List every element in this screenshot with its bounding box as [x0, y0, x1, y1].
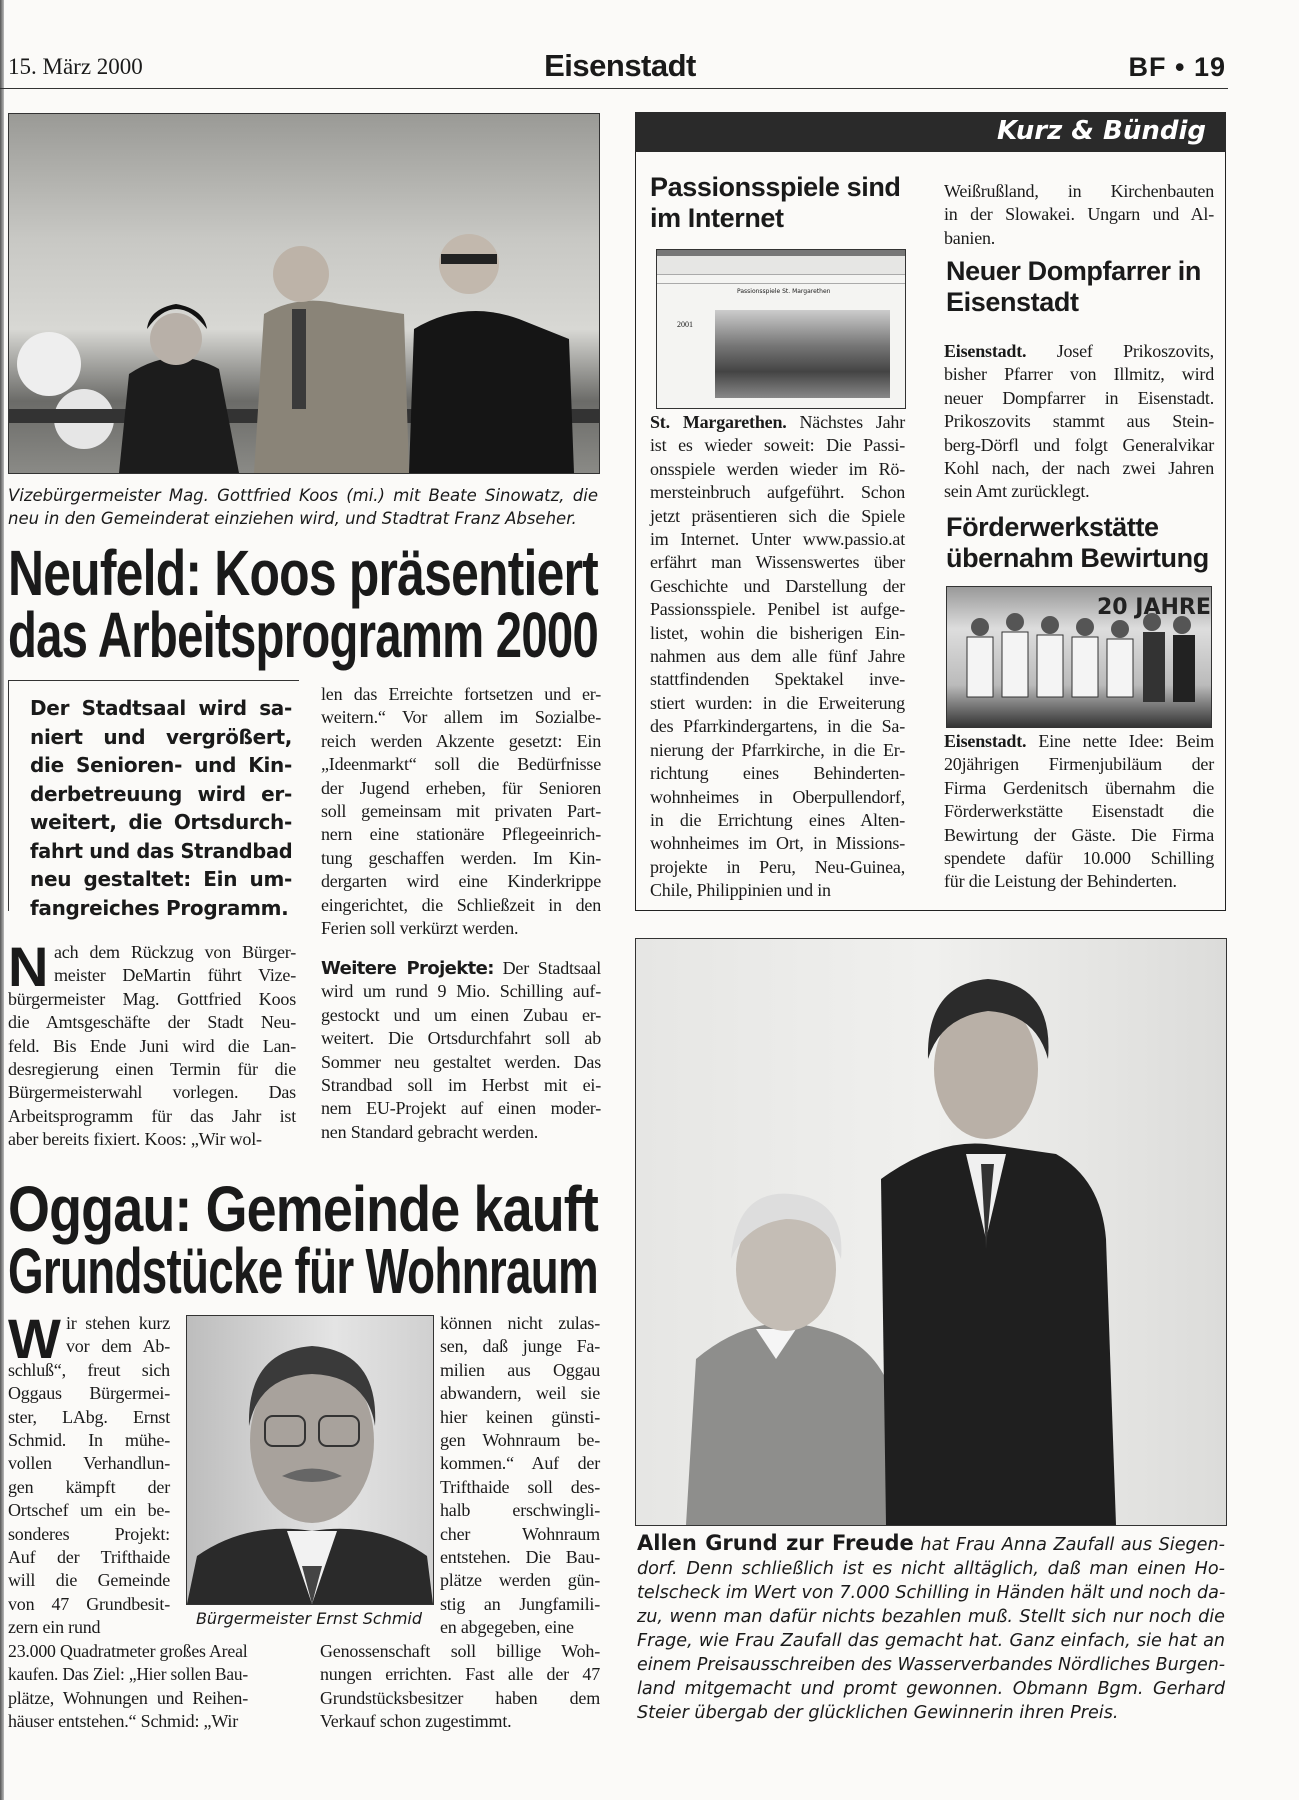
text-line: gen Wohnraum be- [440, 1430, 600, 1451]
text-line: bisher Pfarrer von Illmitz, wird [944, 364, 1214, 385]
text-line: schluß“, freut sich [8, 1359, 170, 1380]
headline-line: übernahm Bewirtung [946, 543, 1209, 573]
text-line: eingerichtet, die Schließzeit in den [321, 894, 601, 915]
headline-line: im Internet [650, 203, 784, 233]
text-line: nern eine stationäre Pflegeeinrich- [321, 824, 601, 845]
text-line: richtung eines Behinderten- [650, 763, 905, 784]
text-line: niert und vergrößert, [30, 724, 292, 749]
line-text: hat Frau Anna Zaufall aus Siegen- [913, 1535, 1226, 1555]
text-line: Auf der Trifthaide [8, 1547, 170, 1568]
headline-line: Neufeld: Koos präsentiert [8, 537, 598, 609]
text-line: neu in den Gemeinderat einziehen wird, und Stadtrat Franz Abseher. [8, 509, 577, 528]
text-line: ir stehen kurz [66, 1313, 170, 1333]
text-line: dergarten wird eine Kinderkrippe [321, 871, 601, 892]
oggau-col1-narrow [8, 1307, 170, 1640]
text-line: vor dem Ab- [66, 1336, 170, 1357]
text-line: Ferien soll verkürzt werden. [321, 918, 519, 939]
passion-headline [650, 172, 905, 234]
text-line: nungen errichten. Fast alle der 47 [320, 1664, 600, 1685]
text-line: in die Errichtung eines Alten- [650, 809, 905, 830]
oggau-col2-narrow [440, 1312, 600, 1640]
site-year: 2001 [677, 320, 693, 329]
bold-lead-in: St. Margarethen. [650, 412, 787, 432]
issue-date: 15. März 2000 [8, 54, 143, 79]
text-line: Sommer neu gestaltet werden. Das [321, 1051, 601, 1072]
site-title: Passionsspiele St. Margarethen [737, 288, 831, 295]
text-line: Bewirtung der Gäste. Die Firma [944, 824, 1214, 845]
text-line: Ortschef um ein be- [8, 1500, 170, 1521]
text-line: milien aus Oggau [440, 1359, 600, 1380]
oggau-col2-wide [320, 1640, 600, 1734]
text-line: Frage, wie Frau Zaufall das gemacht hat. Ganz einfach, sie hat an [637, 1631, 1225, 1651]
text-line: wohnheimes im Ort, in Missions- [650, 833, 905, 854]
headline-line: Neuer Dompfarrer in [946, 256, 1201, 286]
text-line: stiert wurden: in die Erweiterung [650, 692, 905, 713]
passion-body [650, 411, 905, 903]
text-line: stig an Jungfamili- [440, 1593, 600, 1614]
text-line: en abgegeben, eine [440, 1617, 574, 1638]
zaufall-caption [637, 1531, 1225, 1725]
text-line: von 47 Grundbesit- [8, 1593, 170, 1614]
passion-body-cont [944, 180, 1214, 250]
bold-lead-in: Eisenstadt. [944, 341, 1027, 361]
text-line: die Senioren- und Kin- [30, 753, 292, 777]
foerder-body [944, 730, 1214, 894]
text-line: sein Amt zurücklegt. [944, 481, 1090, 502]
text-line: Geschichte und Darstellung der [650, 575, 905, 596]
banner-text: 20 JAHRE [1097, 595, 1211, 620]
text-line: weitert, die Ortsdurch- [30, 810, 292, 834]
portrait-illustration [187, 1316, 433, 1604]
text-line: derbetreuung wird er- [30, 781, 292, 806]
kurz-buendig-bar [635, 112, 1226, 152]
text-line: len das Erreichte fortsetzen und er- [321, 684, 601, 704]
bold-lead-in: Eisenstadt. [944, 731, 1027, 751]
text-line: telscheck im Wert von 7.000 Schilling in Händen hält und noch da- [637, 1583, 1226, 1603]
text-line: Grundstücksbesitzer haben dem [320, 1687, 600, 1708]
zaufall-people-illustration [636, 939, 1226, 1525]
text-line: projekte in Peru, Neu-Guinea, [650, 856, 905, 877]
text-line: Kohl nach, der nach zwei Jahren [944, 458, 1214, 479]
neufeld-lead [30, 694, 292, 922]
text-line: Genossenschaft soll billige Woh- [320, 1641, 600, 1661]
oggau-col1-wide [8, 1640, 248, 1734]
text-line: „Ideenmarkt“ soll die Bedürfnisse [321, 754, 601, 775]
text-line [321, 957, 601, 980]
browser-address-bar [657, 275, 905, 284]
schmid-portrait-photo [186, 1315, 434, 1605]
neufeld-body-col1 [8, 935, 296, 1152]
text-line: 20jährigen Firmenjubiläum der [944, 754, 1214, 775]
line-text: Josef Prikoszovits, [1026, 341, 1214, 361]
text-line: Förderwerkstätte Eisenstadt die [944, 801, 1214, 822]
drop-cap: W [8, 1307, 61, 1370]
text-line: halb erschwingli- [440, 1500, 600, 1521]
neufeld-body-col2 [321, 683, 601, 940]
text-line: Prikoszovits stammt aus Stein- [944, 411, 1214, 432]
text-line: vollen Verhandlun- [8, 1453, 170, 1474]
text-line: feld. Bis Ende Juni wird die Lan- [8, 1035, 296, 1056]
text-line: Firma Gerdenitsch übernahm die [944, 777, 1214, 798]
text-line: ist es wieder soweit: Die Passi- [650, 435, 905, 456]
text-line: Steier übergab der glücklichen Gewinnerin ihren Preis. [637, 1703, 1119, 1723]
text-line: häuser entstehen.“ Schmid: „Wir [8, 1711, 238, 1732]
text-line [637, 1531, 1225, 1557]
text-line: Arbeitsprogramm für das Jahr ist [8, 1105, 296, 1126]
text-line: reich werden Akzente gesetzt: Ein [321, 730, 601, 751]
neufeld-headline [8, 537, 598, 671]
text-line: Schmid. In mühe- [8, 1430, 170, 1451]
foerderwerkstaette-photo [946, 586, 1212, 728]
text-line: mersteinbruch aufgeführt. Schon [650, 482, 905, 503]
text-line: desregierung einen Termin für die [8, 1059, 296, 1080]
text-line: soll gemeinsam mit privaten Part- [321, 801, 601, 822]
text-line: Oggaus Bürgermei- [8, 1383, 170, 1404]
bold-lead-in: Allen Grund zur Freude [637, 1531, 914, 1555]
text-line: die Amtsgeschäfte der Stadt Neu- [8, 1012, 296, 1033]
text-line: ach dem Rückzug von Bürger- [54, 942, 296, 962]
text-line: Weißrußland, in Kirchenbauten [944, 181, 1214, 201]
neufeld-photo-caption [8, 484, 598, 530]
text-line: für die Leistung der Behinderten. [944, 871, 1177, 892]
text-line: banien. [944, 227, 996, 248]
text-line: jetzt präsentieren sich die Spiele [650, 505, 905, 526]
text-line: berg-Dörfl und folgt Generalvikar [944, 434, 1214, 455]
text-line: hier keinen günsti- [440, 1406, 600, 1427]
oggau-headline [8, 1173, 598, 1307]
text-line: gestockt und um einen Zubau er- [321, 1004, 601, 1025]
text-line: stattfindenden Spektakel inve- [650, 669, 905, 690]
photo-people-illustration [9, 114, 599, 473]
bold-lead-in: Weitere Projekte: [321, 958, 494, 979]
text-line: nahmen aus dem alle fünf Jahre [650, 646, 905, 667]
text-line: Trifthaide soll des- [440, 1476, 600, 1497]
line-text: Der Stadtsaal [493, 958, 601, 978]
text-line: nen Standard gebracht werden. [321, 1121, 539, 1142]
text-line [944, 340, 1214, 363]
text-line: plätze werden gün- [440, 1570, 600, 1591]
neufeld-body-weitere [321, 957, 601, 1144]
text-line: cher Wohnraum [440, 1523, 600, 1544]
text-line: können nicht zulas- [440, 1313, 600, 1333]
text-line: Der Stadtsaal wird sa- [30, 696, 292, 720]
text-line: land mitgemacht und promt gewonnen. Obmann Bgm. Gerhard [637, 1679, 1225, 1699]
text-line: bürgermeister Mag. Gottfried Koos [8, 988, 296, 1009]
neufeld-group-photo [8, 113, 600, 474]
text-line: entstehen. Die Bau- [440, 1547, 600, 1568]
drop-cap: N [8, 935, 49, 998]
text-line: meister DeMartin führt Vize- [54, 965, 296, 986]
text-line: listet, wohin die bisherigen Ein- [650, 622, 905, 643]
text-line: kommen.“ Auf der [440, 1453, 600, 1474]
browser-toolbar [657, 256, 905, 275]
text-line: onsspiele werden wieder im Rö- [650, 458, 905, 479]
section-title: Eisenstadt [544, 48, 696, 83]
text-line: gen kämpft der [8, 1476, 170, 1497]
site-quarry-image [715, 310, 890, 398]
text-line: neuer Dompfarrer in Eisenstadt. [944, 387, 1214, 408]
text-line: zu, wenn man dafür nichts bezahlen muß. Stellt sich nur noch die [637, 1607, 1225, 1627]
text-line: des Pfarrkindergartens, in die Sa- [650, 716, 905, 737]
scan-edge [0, 0, 4, 1800]
text-line: zern ein rund [8, 1617, 101, 1638]
text-line: wird um rund 9 Mio. Schilling auf- [321, 981, 601, 1002]
text-line: sen, daß junge Fa- [440, 1336, 600, 1357]
text-line: fahrt und das Strandbad [30, 838, 293, 863]
dompfarrer-headline [946, 256, 1214, 318]
headline-line: Passionsspiele sind [650, 172, 901, 202]
text-line: wohnheimes in Oberpullendorf, [650, 786, 905, 807]
passio-website-screenshot [656, 249, 906, 409]
text-line [944, 730, 1214, 753]
text-line: spendete dafür 10.000 Schilling [944, 848, 1214, 869]
headline-line: Eisenstadt [946, 287, 1079, 317]
text-line: Passionsspiele. Penibel ist aufge- [650, 599, 905, 620]
text-line: im Internet. Unter www.passio.at [650, 529, 905, 550]
text-line: tung geschaffen werden. Im Kin- [321, 847, 601, 868]
text-line: plätze, Wohnungen und Reihen- [8, 1687, 248, 1708]
text-line: Bürgermeisterwahl vorlegen. Das [8, 1082, 296, 1103]
foerder-headline [946, 512, 1214, 574]
headline-line: Förderwerkstätte [946, 512, 1159, 542]
headline-line: Oggau: Gemeinde kauft [8, 1173, 598, 1245]
text-line: nierung der Pfarrkirche, in die Er- [650, 739, 905, 760]
text-line: dorf. Denn schließlich ist es nicht alltäglich, daß man einen Ho- [637, 1559, 1225, 1579]
text-line: Strandbad soll im Herbst mit ei- [321, 1075, 601, 1096]
page-number: BF • 19 [1128, 52, 1226, 82]
headline-line: Grundstücke für Wohnraum [8, 1235, 598, 1307]
line-text: Eine nette Idee: Beim [1026, 731, 1214, 751]
zaufall-photo [635, 938, 1227, 1526]
text-line: ster, LAbg. Ernst [8, 1406, 170, 1427]
text-line: in der Slowakei. Ungarn und Al- [944, 204, 1214, 225]
headline-line: das Arbeitsprogramm 2000 [8, 599, 598, 671]
text-line: abwandern, weil sie [440, 1383, 600, 1404]
text-line: weitert. Die Ortsdurchfahrt soll ab [321, 1028, 601, 1049]
text-line: nem EU-Projekt auf einen moder- [321, 1098, 601, 1119]
text-line: aber bereits fixiert. Koos: „Wir wol- [8, 1129, 262, 1150]
dompfarrer-body [944, 340, 1214, 504]
text-line: der Jugend erheben, für Senioren [321, 777, 601, 798]
header-rule [0, 88, 1228, 89]
text-line: sonderes Projekt: [8, 1523, 170, 1544]
text-line: einem Preisausschreiben des Wasserverbandes Nördliches Burgen- [637, 1655, 1226, 1675]
text-line: Verkauf schon zugestimmt. [320, 1711, 512, 1732]
text-line: kaufen. Das Ziel: „Hier sollen Bau- [8, 1664, 248, 1685]
text-line: will die Gemeinde [8, 1570, 170, 1591]
text-line: 23.000 Quadratmeter großes Areal [8, 1641, 248, 1661]
text-line: weitern.“ Vor allem im Sozialbe- [321, 707, 601, 728]
kurz-buendig-title: Kurz & Bündig [997, 116, 1206, 146]
line-text: Nächstes Jahr [786, 412, 905, 432]
text-line: fangreiches Programm. [30, 895, 289, 920]
text-line: Chile, Philippinien und in [650, 880, 831, 901]
schmid-photo-caption: Bürgermeister Ernst Schmid [195, 1609, 423, 1628]
text-line [650, 411, 905, 434]
text-line: erfährt man Wissenswertes über [650, 552, 905, 573]
text-line: neu gestaltet: Ein um- [30, 867, 292, 891]
text-line: Vizebürgermeister Mag. Gottfried Koos (mi.) mit Beate Sinowatz, die [8, 486, 598, 505]
